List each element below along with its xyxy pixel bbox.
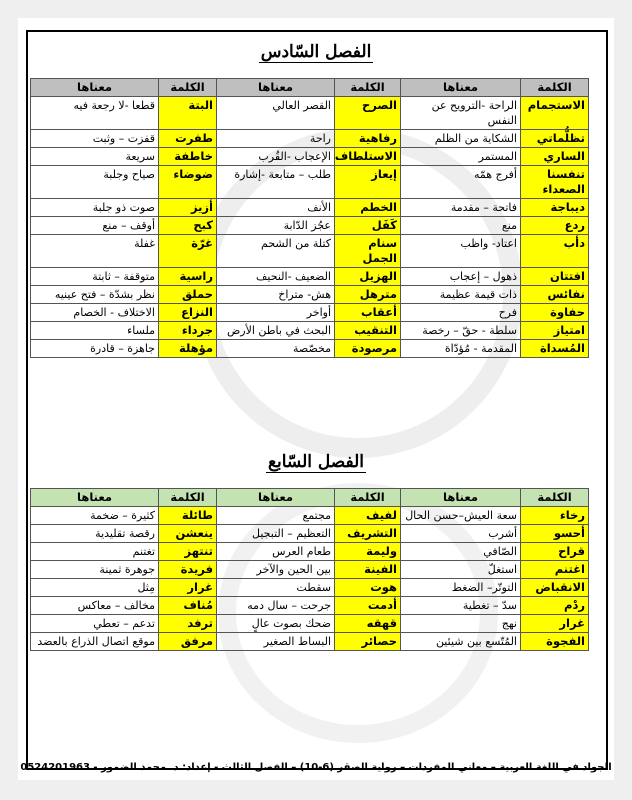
table-row <box>31 525 589 543</box>
word-cell: هوت <box>335 579 401 597</box>
word-cell: اغتنم <box>521 561 589 579</box>
word-cell: افتتان <box>521 268 589 286</box>
meaning-cell: هش- متراخ <box>217 286 335 304</box>
meaning-cell: البحث في باطن الأرض <box>217 322 335 340</box>
meaning-cell: المقدمة - مُؤدّاة <box>401 340 521 358</box>
word-cell: سنام الجمل <box>335 235 401 268</box>
word-cell: غرار <box>521 615 589 633</box>
table-row <box>31 597 589 615</box>
meaning-cell: الصّافي <box>401 543 521 561</box>
table-row <box>31 235 589 268</box>
meaning-cell: جوهرة ثمينة <box>31 561 159 579</box>
header-word: الكلمة <box>335 79 401 97</box>
footer-credits: الجواد في اللغة العربية – معاني المفردات – رواية الصقر (6-10) – الفصل الثالث - إعداد: د. محمد الضمور - 0524201963 <box>20 762 612 773</box>
word-cell: حفاوة <box>521 304 589 322</box>
table-row <box>31 217 589 235</box>
word-cell: طفرت <box>159 130 217 148</box>
table-row <box>31 304 589 322</box>
meaning-cell: رقصة تقليدية <box>31 525 159 543</box>
vocabulary-table-chapter-6 <box>30 78 589 358</box>
meaning-cell: سريعة <box>31 148 159 166</box>
header-meaning: معناها <box>401 79 521 97</box>
word-cell: حصائر <box>335 633 401 651</box>
header-word: الكلمة <box>521 489 589 507</box>
meaning-cell: جاهزة – قادرة <box>31 340 159 358</box>
header-meaning: معناها <box>217 489 335 507</box>
word-cell: الخطم <box>335 199 401 217</box>
word-cell: مؤهلة <box>159 340 217 358</box>
word-cell: البتة <box>159 97 217 130</box>
meaning-cell: ذهول – إعجاب <box>401 268 521 286</box>
meaning-cell: البساط الصغير <box>217 633 335 651</box>
meaning-cell: ذات قيمة عظيمة <box>401 286 521 304</box>
meaning-cell: موقع اتصال الذراع بالعضد <box>31 633 159 651</box>
word-cell: قراح <box>521 543 589 561</box>
meaning-cell: سعة العيش–حسن الحال <box>401 507 521 525</box>
meaning-cell: المستمر <box>401 148 521 166</box>
word-cell: ديباجة <box>521 199 589 217</box>
table-row <box>31 322 589 340</box>
word-cell: لفيف <box>335 507 401 525</box>
word-cell: مترهل <box>335 286 401 304</box>
meaning-cell: فرح <box>401 304 521 322</box>
vocabulary-table-chapter-7 <box>30 488 589 651</box>
meaning-cell: القصر العالي <box>217 97 335 130</box>
table-row <box>31 97 589 130</box>
word-cell: النزاع <box>159 304 217 322</box>
meaning-cell: سلطة - حقّ – رخصة <box>401 322 521 340</box>
meaning-cell: صوت ذو جلبة <box>31 199 159 217</box>
meaning-cell: بين الحين والآخر <box>217 561 335 579</box>
word-cell: المُسداة <box>521 340 589 358</box>
table-row <box>31 166 589 199</box>
meaning-cell: عجُز الدّابة <box>217 217 335 235</box>
meaning-cell: الاختلاف - الخصام <box>31 304 159 322</box>
word-cell: أدمت <box>335 597 401 615</box>
word-cell: قهقه <box>335 615 401 633</box>
word-cell: فريدة <box>159 561 217 579</box>
meaning-cell: أفرج همّه <box>401 166 521 199</box>
section-title-chapter-6: الفصل السّادس <box>260 42 372 62</box>
meaning-cell: منع <box>401 217 521 235</box>
word-cell: وليمة <box>335 543 401 561</box>
word-cell: الساري <box>521 148 589 166</box>
word-cell: كَفَل <box>335 217 401 235</box>
meaning-cell: فاتحة – مقدمة <box>401 199 521 217</box>
word-cell: جرداء <box>159 322 217 340</box>
table-row <box>31 286 589 304</box>
word-cell: إيعاز <box>335 166 401 199</box>
meaning-cell: تدعم – تعطي <box>31 615 159 633</box>
word-cell: غرار <box>159 579 217 597</box>
section-title-chapter-7: الفصل السّابع <box>267 452 365 472</box>
meaning-cell: ملساء <box>31 322 159 340</box>
word-cell: الاستلطاف <box>335 148 401 166</box>
document-page <box>18 18 614 780</box>
meaning-cell: اعتاد- واظب <box>401 235 521 268</box>
word-cell: الفجوة <box>521 633 589 651</box>
header-meaning: معناها <box>31 489 159 507</box>
meaning-cell: سدّ – تغطية <box>401 597 521 615</box>
word-cell: الاستجمام <box>521 97 589 130</box>
word-cell: تظلُّماتي <box>521 130 589 148</box>
meaning-cell: طلب – متابعة -إشارة <box>217 166 335 199</box>
header-word: الكلمة <box>159 489 217 507</box>
meaning-cell: كتلة من الشحم <box>217 235 335 268</box>
table-row <box>31 507 589 525</box>
word-cell: الانقباض <box>521 579 589 597</box>
table-row <box>31 561 589 579</box>
meaning-cell: صياح وجلبة <box>31 166 159 199</box>
word-cell: تنتهز <box>159 543 217 561</box>
word-cell: أحسو <box>521 525 589 543</box>
meaning-cell: متوقفة – ثابتة <box>31 268 159 286</box>
meaning-cell: الإعجاب -القُرب <box>217 148 335 166</box>
word-cell: ترفد <box>159 615 217 633</box>
meaning-cell: مجتمع <box>217 507 335 525</box>
word-cell: راسية <box>159 268 217 286</box>
word-cell: مرفق <box>159 633 217 651</box>
word-cell: ضوضاء <box>159 166 217 199</box>
header-word: الكلمة <box>521 79 589 97</box>
word-cell: أعقاب <box>335 304 401 322</box>
word-cell: رخاء <box>521 507 589 525</box>
word-cell: مُناف <box>159 597 217 615</box>
meaning-cell: سقطت <box>217 579 335 597</box>
header-meaning: معناها <box>217 79 335 97</box>
meaning-cell: قفزت – وثبت <box>31 130 159 148</box>
meaning-cell: قطعا -لا رجعة فيه <box>31 97 159 130</box>
word-cell: التشريف <box>335 525 401 543</box>
meaning-cell: كثيرة – ضخمة <box>31 507 159 525</box>
meaning-cell: الراحة -الترويح عن النفس <box>401 97 521 130</box>
word-cell: نفائس <box>521 286 589 304</box>
table-row <box>31 543 589 561</box>
word-cell: رفاهية <box>335 130 401 148</box>
meaning-cell: أوقف – منع <box>31 217 159 235</box>
table-row <box>31 199 589 217</box>
table-header-row <box>31 489 589 507</box>
meaning-cell: غفلة <box>31 235 159 268</box>
meaning-cell: الشكاية من الظلم <box>401 130 521 148</box>
meaning-cell: الأنف <box>217 199 335 217</box>
word-cell: تنفسنا الصعداء <box>521 166 589 199</box>
table-row <box>31 268 589 286</box>
meaning-cell: أشرب <box>401 525 521 543</box>
meaning-cell: مخصّصة <box>217 340 335 358</box>
table-row <box>31 615 589 633</box>
word-cell: حملق <box>159 286 217 304</box>
meaning-cell: مخالف – معاكس <box>31 597 159 615</box>
meaning-cell: نظر بشدّة – فتح عينيه <box>31 286 159 304</box>
meaning-cell: راحة <box>217 130 335 148</box>
word-cell: أزيز <box>159 199 217 217</box>
meaning-cell: طعام العرس <box>217 543 335 561</box>
meaning-cell: الضعيف -النحيف <box>217 268 335 286</box>
word-cell: الفينة <box>335 561 401 579</box>
header-word: الكلمة <box>335 489 401 507</box>
table-row <box>31 340 589 358</box>
word-cell: غرّة <box>159 235 217 268</box>
word-cell: ردع <box>521 217 589 235</box>
word-cell: الصرح <box>335 97 401 130</box>
meaning-cell: نهج <box>401 615 521 633</box>
word-cell: طائلة <box>159 507 217 525</box>
header-word: الكلمة <box>159 79 217 97</box>
meaning-cell: مِثل <box>31 579 159 597</box>
table-row <box>31 633 589 651</box>
table-row <box>31 148 589 166</box>
word-cell: كبح <box>159 217 217 235</box>
word-cell: امتياز <box>521 322 589 340</box>
word-cell: الهزيل <box>335 268 401 286</box>
word-cell: مرصودة <box>335 340 401 358</box>
word-cell: التنقيب <box>335 322 401 340</box>
meaning-cell: أواخر <box>217 304 335 322</box>
table-header-row <box>31 79 589 97</box>
meaning-cell: التوتّر– الضغط <box>401 579 521 597</box>
word-cell: ينعشن <box>159 525 217 543</box>
word-cell: خاطفة <box>159 148 217 166</box>
meaning-cell: التعظيم – التبجيل <box>217 525 335 543</box>
word-cell: دأب <box>521 235 589 268</box>
meaning-cell: استغلّ <box>401 561 521 579</box>
meaning-cell: جرحت – سال دمه <box>217 597 335 615</box>
meaning-cell: ضحك بصوت عالٍ <box>217 615 335 633</box>
header-meaning: معناها <box>31 79 159 97</box>
meaning-cell: المُتّسع بين شيئين <box>401 633 521 651</box>
meaning-cell: تغتنم <box>31 543 159 561</box>
table-row <box>31 579 589 597</box>
word-cell: ردْم <box>521 597 589 615</box>
header-meaning: معناها <box>401 489 521 507</box>
table-row <box>31 130 589 148</box>
